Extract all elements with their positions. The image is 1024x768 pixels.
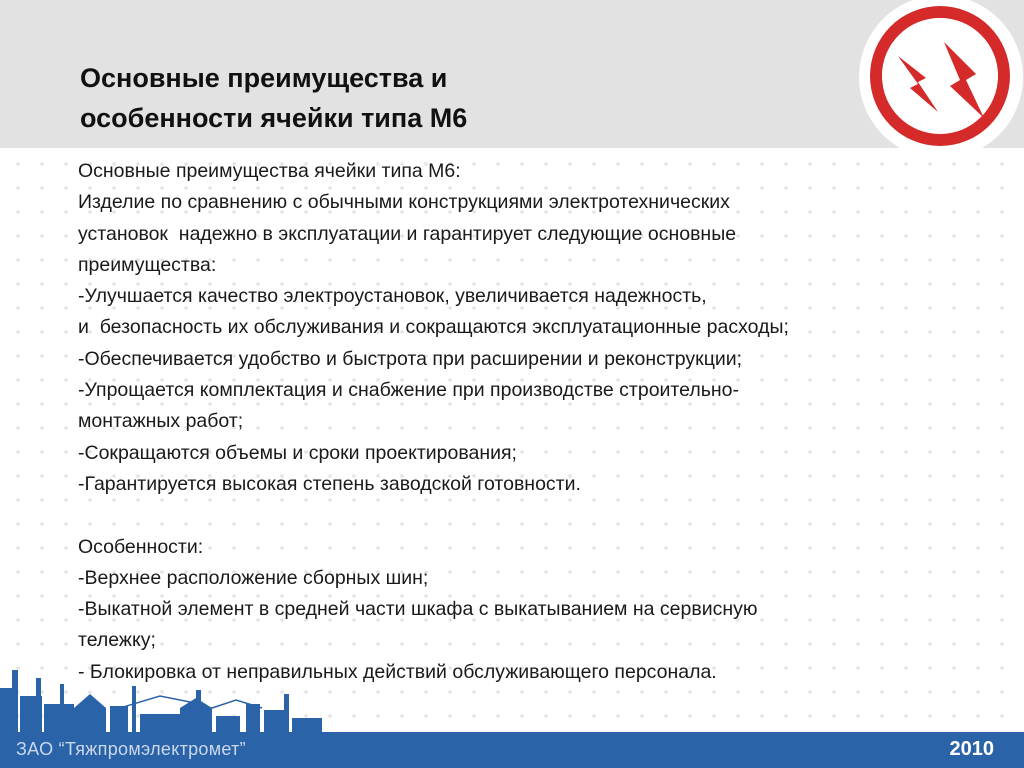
body-line: преимущества:	[78, 253, 217, 276]
body-line: -Выкатной элемент в средней части шкафа с выкатыванием на сервисную	[78, 598, 758, 621]
company-logo	[858, 0, 1024, 166]
body-line: монтажных работ;	[78, 410, 244, 433]
body-line: -Сокращаются объемы и сроки проектирования;	[78, 441, 517, 464]
year-label: 2010	[949, 738, 994, 760]
title-line: особенности ячейки типа М6	[80, 103, 468, 133]
footer-bar	[0, 732, 1024, 768]
title-line: Основные преимущества и	[80, 63, 448, 93]
slide-title	[80, 58, 780, 138]
company-name: ЗАО “Тяжпромэлектромет”	[16, 739, 246, 759]
body-line: установок надежно в эксплуатации и гарантирует следующие основные	[78, 222, 737, 245]
body-line: и безопасность их обслуживания и сокращаются эксплуатационные расходы;	[78, 316, 789, 339]
body-line: Особенности:	[78, 535, 204, 558]
body-line: тележку;	[78, 629, 156, 652]
paragraph-gap	[78, 500, 1018, 531]
lightning-bolts-logo-icon	[858, 0, 1024, 166]
body-line: -Верхнее расположение сборных шин;	[78, 566, 429, 589]
slide-body	[78, 156, 1018, 688]
body-line: Основные преимущества ячейки типа М6:	[78, 160, 461, 182]
industrial-skyline-graphic	[0, 648, 360, 738]
body-line: -Гарантируется высокая степень заводской готовности.	[78, 472, 581, 495]
body-line: Изделие по сравнению с обычными конструкциями электротехнических	[78, 191, 730, 214]
body-line: -Упрощается комплектация и снабжение при производстве строительно-	[78, 379, 739, 402]
body-line: -Обеспечивается удобство и быстрота при расширении и реконструкции;	[78, 347, 743, 370]
body-line: -Улучшается качество электроустановок, увеличивается надежность,	[78, 285, 707, 308]
body-line: - Блокировка от неправильных действий обслуживающего персонала.	[78, 660, 717, 683]
